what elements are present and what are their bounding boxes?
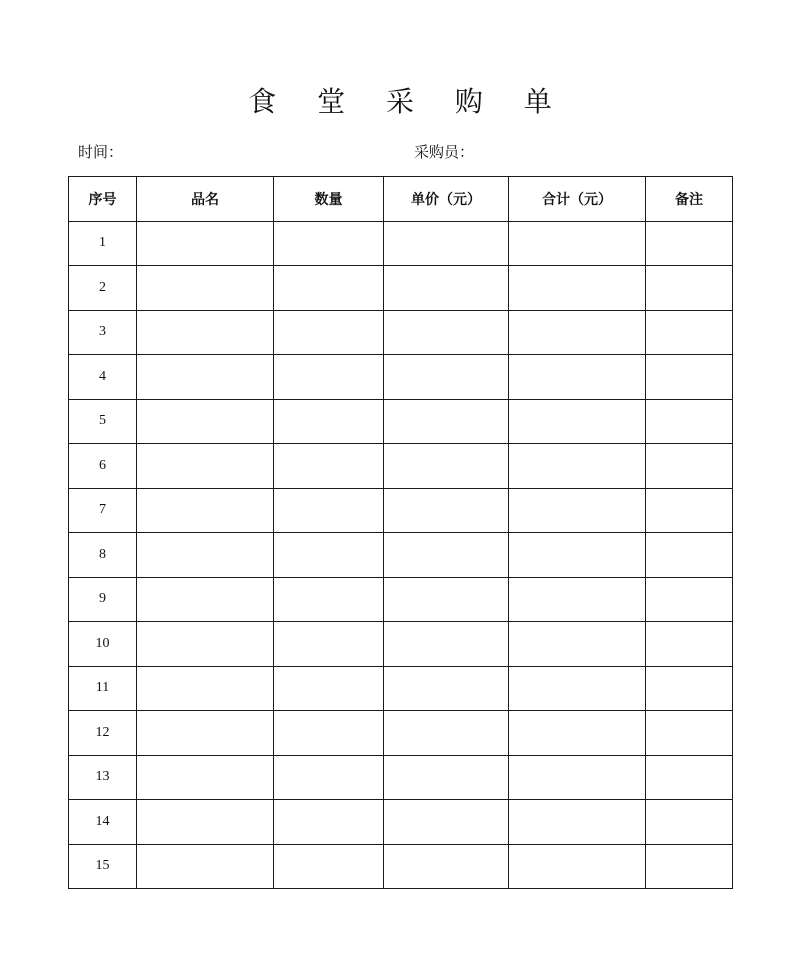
table-row: [69, 577, 733, 622]
row-number: 11: [69, 666, 137, 711]
item-name-cell[interactable]: [137, 533, 274, 578]
table-row: [69, 666, 733, 711]
table-row: [69, 221, 733, 266]
unit-price-cell[interactable]: [384, 310, 509, 355]
item-name-cell[interactable]: [137, 399, 274, 444]
row-number: 6: [69, 444, 137, 489]
item-name-cell[interactable]: [137, 266, 274, 311]
remarks-cell[interactable]: [646, 800, 733, 845]
unit-price-cell[interactable]: [384, 221, 509, 266]
col-header-unit-price: 单价（元）: [384, 177, 509, 222]
unit-price-cell[interactable]: [384, 533, 509, 578]
col-header-item-name: 品名: [137, 177, 274, 222]
item-name-cell[interactable]: [137, 221, 274, 266]
item-name-cell[interactable]: [137, 622, 274, 667]
table-row: [69, 800, 733, 845]
table-row: [69, 844, 733, 889]
unit-price-cell[interactable]: [384, 800, 509, 845]
time-label: 时间：: [78, 143, 124, 161]
table-header-row: [69, 177, 733, 222]
col-header-remarks: 备注: [646, 177, 733, 222]
quantity-cell[interactable]: [274, 755, 384, 800]
remarks-cell[interactable]: [646, 622, 733, 667]
remarks-cell[interactable]: [646, 310, 733, 355]
total-cell[interactable]: [509, 533, 646, 578]
total-cell[interactable]: [509, 577, 646, 622]
total-cell[interactable]: [509, 711, 646, 756]
quantity-cell[interactable]: [274, 444, 384, 489]
remarks-cell[interactable]: [646, 666, 733, 711]
item-name-cell[interactable]: [137, 488, 274, 533]
table-row: [69, 622, 733, 667]
unit-price-cell[interactable]: [384, 488, 509, 533]
item-name-cell[interactable]: [137, 666, 274, 711]
item-name-cell[interactable]: [137, 577, 274, 622]
remarks-cell[interactable]: [646, 444, 733, 489]
item-name-cell[interactable]: [137, 844, 274, 889]
total-cell[interactable]: [509, 310, 646, 355]
table-row: [69, 488, 733, 533]
col-header-index: 序号: [69, 177, 137, 222]
row-number: 14: [69, 800, 137, 845]
row-number: 10: [69, 622, 137, 667]
row-number: 5: [69, 399, 137, 444]
total-cell[interactable]: [509, 221, 646, 266]
unit-price-cell[interactable]: [384, 399, 509, 444]
remarks-cell[interactable]: [646, 399, 733, 444]
total-cell[interactable]: [509, 266, 646, 311]
row-number: 8: [69, 533, 137, 578]
quantity-cell[interactable]: [274, 577, 384, 622]
unit-price-cell[interactable]: [384, 711, 509, 756]
unit-price-cell[interactable]: [384, 666, 509, 711]
table-row: [69, 444, 733, 489]
table-row: [69, 533, 733, 578]
unit-price-cell[interactable]: [384, 577, 509, 622]
purchase-table: [68, 176, 733, 889]
total-cell[interactable]: [509, 399, 646, 444]
row-number: 7: [69, 488, 137, 533]
total-cell[interactable]: [509, 844, 646, 889]
quantity-cell[interactable]: [274, 800, 384, 845]
page-title: 食 堂 采 购 单: [248, 85, 568, 118]
remarks-cell[interactable]: [646, 355, 733, 400]
total-cell[interactable]: [509, 622, 646, 667]
unit-price-cell[interactable]: [384, 355, 509, 400]
quantity-cell[interactable]: [274, 355, 384, 400]
remarks-cell[interactable]: [646, 577, 733, 622]
quantity-cell[interactable]: [274, 399, 384, 444]
total-cell[interactable]: [509, 444, 646, 489]
row-number: 12: [69, 711, 137, 756]
table-row: [69, 310, 733, 355]
col-header-quantity: 数量: [274, 177, 384, 222]
table-row: [69, 399, 733, 444]
row-number: 15: [69, 844, 137, 889]
total-cell[interactable]: [509, 800, 646, 845]
remarks-cell[interactable]: [646, 488, 733, 533]
quantity-cell[interactable]: [274, 533, 384, 578]
item-name-cell[interactable]: [137, 711, 274, 756]
remarks-cell[interactable]: [646, 221, 733, 266]
item-name-cell[interactable]: [137, 800, 274, 845]
row-number: 4: [69, 355, 137, 400]
quantity-cell[interactable]: [274, 266, 384, 311]
remarks-cell[interactable]: [646, 533, 733, 578]
quantity-cell[interactable]: [274, 622, 384, 667]
table-row: [69, 755, 733, 800]
row-number: 13: [69, 755, 137, 800]
quantity-cell[interactable]: [274, 711, 384, 756]
quantity-cell[interactable]: [274, 221, 384, 266]
total-cell[interactable]: [509, 755, 646, 800]
row-number: 9: [69, 577, 137, 622]
remarks-cell[interactable]: [646, 266, 733, 311]
table-row: [69, 711, 733, 756]
buyer-label: 采购员：: [414, 143, 475, 161]
quantity-cell[interactable]: [274, 310, 384, 355]
row-number: 2: [69, 266, 137, 311]
col-header-total: 合计（元）: [509, 177, 646, 222]
item-name-cell[interactable]: [137, 755, 274, 800]
remarks-cell[interactable]: [646, 711, 733, 756]
unit-price-cell[interactable]: [384, 444, 509, 489]
item-name-cell[interactable]: [137, 355, 274, 400]
unit-price-cell[interactable]: [384, 622, 509, 667]
table-row: [69, 266, 733, 311]
unit-price-cell[interactable]: [384, 266, 509, 311]
quantity-cell[interactable]: [274, 844, 384, 889]
item-name-cell[interactable]: [137, 310, 274, 355]
total-cell[interactable]: [509, 355, 646, 400]
total-cell[interactable]: [509, 666, 646, 711]
total-cell[interactable]: [509, 488, 646, 533]
table-row: [69, 355, 733, 400]
remarks-cell[interactable]: [646, 844, 733, 889]
remarks-cell[interactable]: [646, 755, 733, 800]
quantity-cell[interactable]: [274, 488, 384, 533]
row-number: 1: [69, 221, 137, 266]
quantity-cell[interactable]: [274, 666, 384, 711]
unit-price-cell[interactable]: [384, 844, 509, 889]
row-number: 3: [69, 310, 137, 355]
unit-price-cell[interactable]: [384, 755, 509, 800]
item-name-cell[interactable]: [137, 444, 274, 489]
